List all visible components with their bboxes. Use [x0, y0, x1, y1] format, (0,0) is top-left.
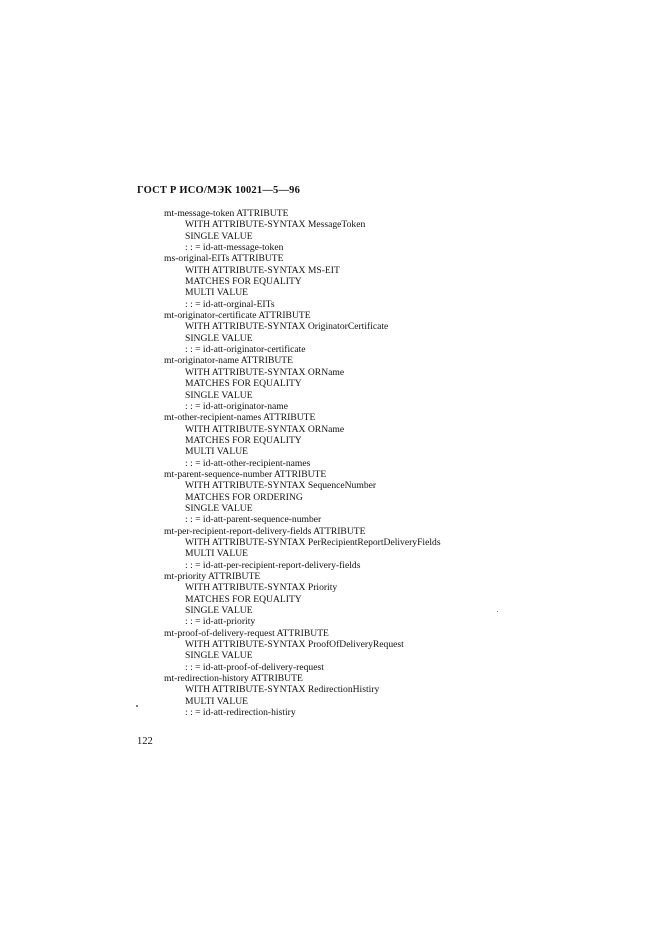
attribute-clause-line: : : = id-att-orginal-EITs — [185, 298, 275, 310]
attribute-definition-line: mt-proof-of-delivery-request ATTRIBUTE — [164, 627, 329, 639]
attribute-definition-line: mt-other-recipient-names ATTRIBUTE — [164, 412, 316, 424]
scan-speck — [136, 705, 138, 707]
attribute-definition-line: mt-redirection-history ATTRIBUTE — [164, 673, 303, 685]
attribute-clause-line: WITH ATTRIBUTE-SYNTAX Priority — [185, 582, 338, 594]
attribute-definition-line: ms-original-EITs ATTRIBUTE — [164, 253, 284, 265]
attribute-clause-line: SINGLE VALUE — [185, 389, 253, 401]
attribute-definition-line: mt-per-recipient-report-delivery-fields ATTRIBUTE — [164, 525, 366, 537]
attribute-clause-line: MULTI VALUE — [185, 548, 248, 560]
attribute-clause-line: : : = id-att-originator-certificate — [185, 344, 306, 356]
attribute-clause-line: : : = id-att-message-token — [185, 242, 284, 254]
attribute-clause-line: MATCHES FOR EQUALITY — [185, 378, 302, 390]
attribute-clause-line: SINGLE VALUE — [185, 332, 253, 344]
attribute-clause-line: : : = id-att-proof-of-delivery-request — [185, 661, 324, 673]
attribute-definition-line: mt-parent-sequence-number ATTRIBUTE — [164, 468, 327, 480]
attribute-definition-line: mt-originator-name ATTRIBUTE — [164, 355, 294, 367]
attribute-clause-line: WITH ATTRIBUTE-SYNTAX ORName — [185, 366, 345, 378]
attribute-clause-line: MULTI VALUE — [185, 446, 248, 458]
attribute-clause-line: MATCHES FOR EQUALITY — [185, 434, 302, 446]
attribute-clause-line: WITH ATTRIBUTE-SYNTAX OriginatorCertificate — [185, 321, 389, 333]
asn1-attribute-listing — [164, 208, 584, 718]
attribute-clause-line: MATCHES FOR EQUALITY — [185, 593, 302, 605]
attribute-definition-line: mt-message-token ATTRIBUTE — [164, 208, 289, 219]
attribute-clause-line: SINGLE VALUE — [185, 605, 253, 617]
attribute-clause-line: MATCHES FOR EQUALITY — [185, 276, 302, 288]
attribute-clause-line: WITH ATTRIBUTE-SYNTAX MessageToken — [185, 219, 366, 231]
attribute-clause-line: WITH ATTRIBUTE-SYNTAX PerRecipientReportDeliveryFields — [185, 536, 441, 548]
attribute-definition-line: mt-originator-certificate ATTRIBUTE — [164, 310, 311, 322]
attribute-clause-line: : : = id-att-redirection-histiry — [185, 707, 296, 719]
attribute-clause-line: SINGLE VALUE — [185, 230, 253, 242]
attribute-clause-line: SINGLE VALUE — [185, 502, 253, 514]
scan-speck — [497, 611, 498, 612]
attribute-clause-line: WITH ATTRIBUTE-SYNTAX MS-EIT — [185, 264, 340, 276]
attribute-clause-line: WITH ATTRIBUTE-SYNTAX RedirectionHistiry — [185, 684, 380, 696]
attribute-clause-line: : : = id-att-originator-name — [185, 400, 288, 412]
attribute-clause-line: WITH ATTRIBUTE-SYNTAX SequenceNumber — [185, 480, 377, 492]
standard-header: ГОСТ Р ИСО/МЭК 10021—5—96 — [137, 185, 301, 196]
page-number: 122 — [137, 736, 153, 747]
attribute-clause-line: : : = id-att-priority — [185, 616, 256, 628]
attribute-clause-line: MATCHES FOR ORDERING — [185, 491, 303, 503]
attribute-clause-line: WITH ATTRIBUTE-SYNTAX ORName — [185, 423, 345, 435]
attribute-clause-line: : : = id-att-other-recipient-names — [185, 457, 311, 469]
attribute-clause-line: WITH ATTRIBUTE-SYNTAX ProofOfDeliveryRequest — [185, 639, 404, 651]
attribute-clause-line: : : = id-att-parent-sequence-number — [185, 514, 322, 526]
attribute-clause-line: MULTI VALUE — [185, 287, 248, 299]
attribute-definition-line: mt-priority ATTRIBUTE — [164, 571, 261, 582]
attribute-clause-line: MULTI VALUE — [185, 695, 248, 707]
attribute-clause-line: SINGLE VALUE — [185, 650, 253, 662]
attribute-clause-line: : : = id-att-per-recipient-report-delivery-fields — [185, 559, 361, 571]
